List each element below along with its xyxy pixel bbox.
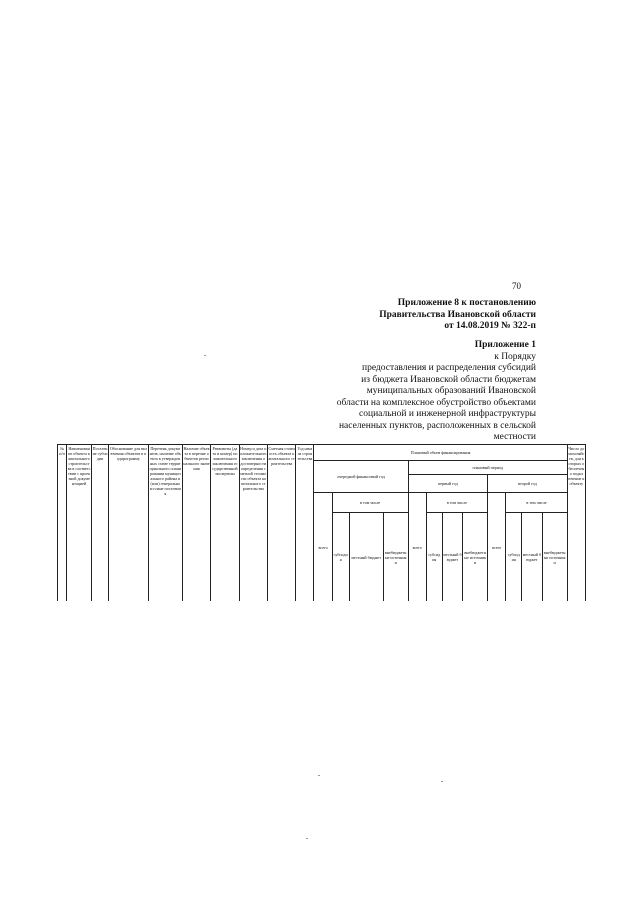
col-header: Поселение субсидии: [92, 445, 109, 602]
sub-header-local: местный бюджет: [442, 513, 462, 602]
sub-header-subsidy: субсидия: [332, 513, 349, 602]
col-header: Год начала строительства: [296, 445, 314, 602]
appendix1-line: области на комплексное обустройство объектами: [336, 397, 536, 408]
appendix1-line: населенных пунктов, расположенных в сельской: [338, 420, 536, 431]
sub-header-local: местный бюджет: [522, 513, 542, 602]
col-header: Наименование объекта капитального строительства в соответствии с проектной документацией: [67, 445, 92, 602]
appendix8-line: Приложение 8 к постановлению: [397, 298, 536, 308]
financing-table: [57, 444, 586, 601]
scan-speck: [204, 355, 206, 356]
second-year-header: второй год: [488, 475, 568, 493]
col-header: Реквизиты (дата и номер) положительного заключения государственной экспертизы: [211, 445, 239, 602]
first-year-header: первый год: [408, 475, 487, 493]
appendix1-line: предоставления и распределения субсидий: [361, 363, 536, 373]
appendix8-block: [379, 298, 536, 333]
scan-speck: [441, 781, 443, 782]
appendix8-line: от 14.08.2019 № 322-п: [444, 321, 536, 331]
appendix1-title: Приложение 1: [474, 340, 536, 350]
sub-header-total: всего: [408, 493, 426, 602]
appendix1-line: муниципальных образований Ивановской: [366, 386, 536, 396]
page-number: 70: [512, 281, 521, 291]
col-header: № п/п: [58, 445, 67, 602]
sub-header-total: всего: [488, 493, 506, 602]
sub-header-total: всего: [314, 493, 332, 602]
sub-header-extra: внебюджетные источники: [463, 513, 488, 602]
col-header: Сметная стоимость объекта капитального строительства: [267, 445, 295, 602]
appendix1-block: [337, 340, 536, 444]
including-header: в том числе: [426, 493, 487, 513]
appendix1-line: к Порядку: [494, 351, 536, 362]
appendix1-line: местности: [493, 432, 536, 442]
appendix1-line: из бюджета Ивановской области бюджетам: [361, 374, 536, 385]
col-header: Номер и дата положительного заключения о достоверности определения сметной стоимости объекта капитального строительства: [239, 445, 267, 602]
current-year-header: очередной финансовый год: [314, 461, 408, 493]
sub-header-local: местный бюджет: [349, 513, 383, 602]
financing-header: Плановый объем финансирования: [314, 445, 567, 461]
scan-speck: [306, 838, 308, 839]
col-header: Обоснование для включения объектов в подпрограмму: [109, 445, 149, 602]
sub-header-extra: внебюджетные источники: [542, 513, 567, 602]
col-header: Перечень документов, наличие объекта в утвержденных схеме территориального планирования муниципального района и (или) генеральном плане поселения: [148, 445, 182, 602]
col-header: Число домохозяйств, для которых обеспечено подключение к объекту: [567, 445, 585, 602]
including-header: в том числе: [506, 493, 567, 513]
planning-period-header: плановый период: [408, 461, 567, 475]
appendix8-line: Правительства Ивановской области: [379, 309, 536, 320]
sub-header-subsidy: субсидия: [426, 513, 442, 602]
col-header: Наличие объекта в перечне объектов регионального значения: [182, 445, 210, 602]
sub-header-extra: внебюджетные источники: [383, 513, 408, 602]
including-header: в том числе: [332, 493, 408, 513]
scan-speck: [318, 775, 320, 776]
sub-header-subsidy: субсидия: [506, 513, 522, 602]
appendix1-line: социальной и инженерной инфраструктуры: [359, 409, 536, 419]
